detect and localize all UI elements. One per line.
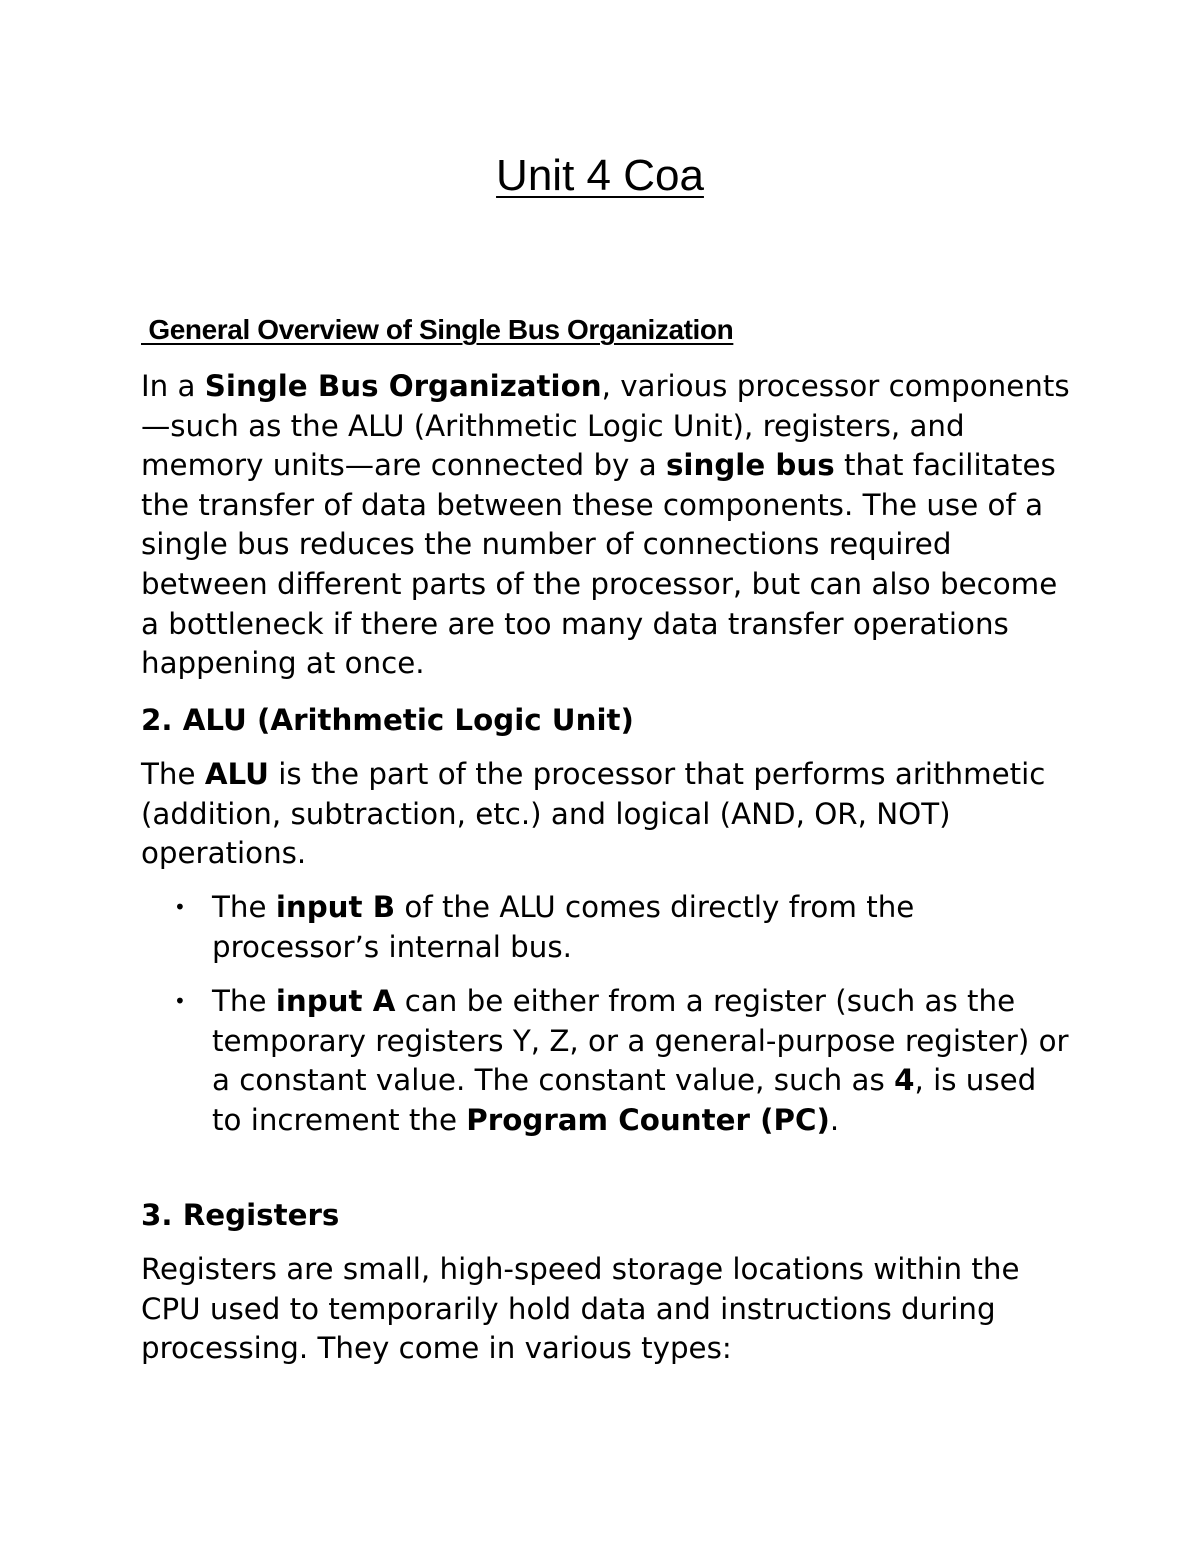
bullet-bold-2: 4 [894, 1063, 915, 1098]
intro-text-2: , various processor components—such as the ALU (Arithmetic Logic Unit), registers, and memory units—are connected by a [141, 369, 1070, 483]
bullet-bold-1: input A [275, 984, 396, 1018]
alu-heading: 2. ALU (Arithmetic Logic Unit) [141, 703, 634, 737]
intro-bold-1: Single Bus Organization [204, 369, 602, 403]
bullet-text-1: The [212, 890, 276, 924]
intro-text-3: that facilitates the transfer of data between these components. The use of a single bus reduces the number of connections required between different parts of the processor, but can also become a bottleneck if there are too many data transfer operations happening at once. [141, 448, 1058, 681]
bullet-bold-1: input B [275, 890, 396, 924]
document-title: Unit 4 Coa [496, 151, 704, 200]
registers-paragraph: Registers are small, high-speed storage locations within the CPU used to temporarily hold data and instructions during processing. They come in various types: [141, 1252, 1020, 1366]
alu-bold-1: ALU [204, 757, 269, 791]
bullet-icon: • [174, 895, 186, 919]
alu-paragraph [141, 755, 1071, 874]
bullet-text-3: , is used to increment the [212, 1063, 1037, 1137]
section-heading: General Overview of Single Bus Organization [141, 314, 734, 345]
intro-bold-2: single bus [665, 448, 835, 483]
intro-paragraph [141, 367, 1071, 684]
alu-text-2: is the part of the processor that performs arithmetic (addition, subtraction, etc.) and logical (AND, OR, NOT) operations. [141, 757, 1046, 871]
list-item [174, 888, 1072, 967]
intro-text-1: In a [141, 369, 205, 403]
list-item [174, 982, 1072, 1140]
bullet-text-2: of the ALU comes directly from the processor’s internal bus. [212, 890, 915, 964]
bullet-bold-3: Program Counter (PC) [466, 1102, 830, 1137]
bullet-text-1: The [212, 984, 276, 1018]
alu-text-1: The [141, 757, 205, 791]
bullet-text-2: can be either from a register (such as the temporary registers Y, Z, or a general-purpose register) or a constant value. The constant value, such as [212, 984, 1069, 1098]
registers-heading: 3. Registers [141, 1198, 340, 1232]
bullet-text-4: . [829, 1102, 840, 1137]
bullet-icon: • [174, 989, 186, 1013]
